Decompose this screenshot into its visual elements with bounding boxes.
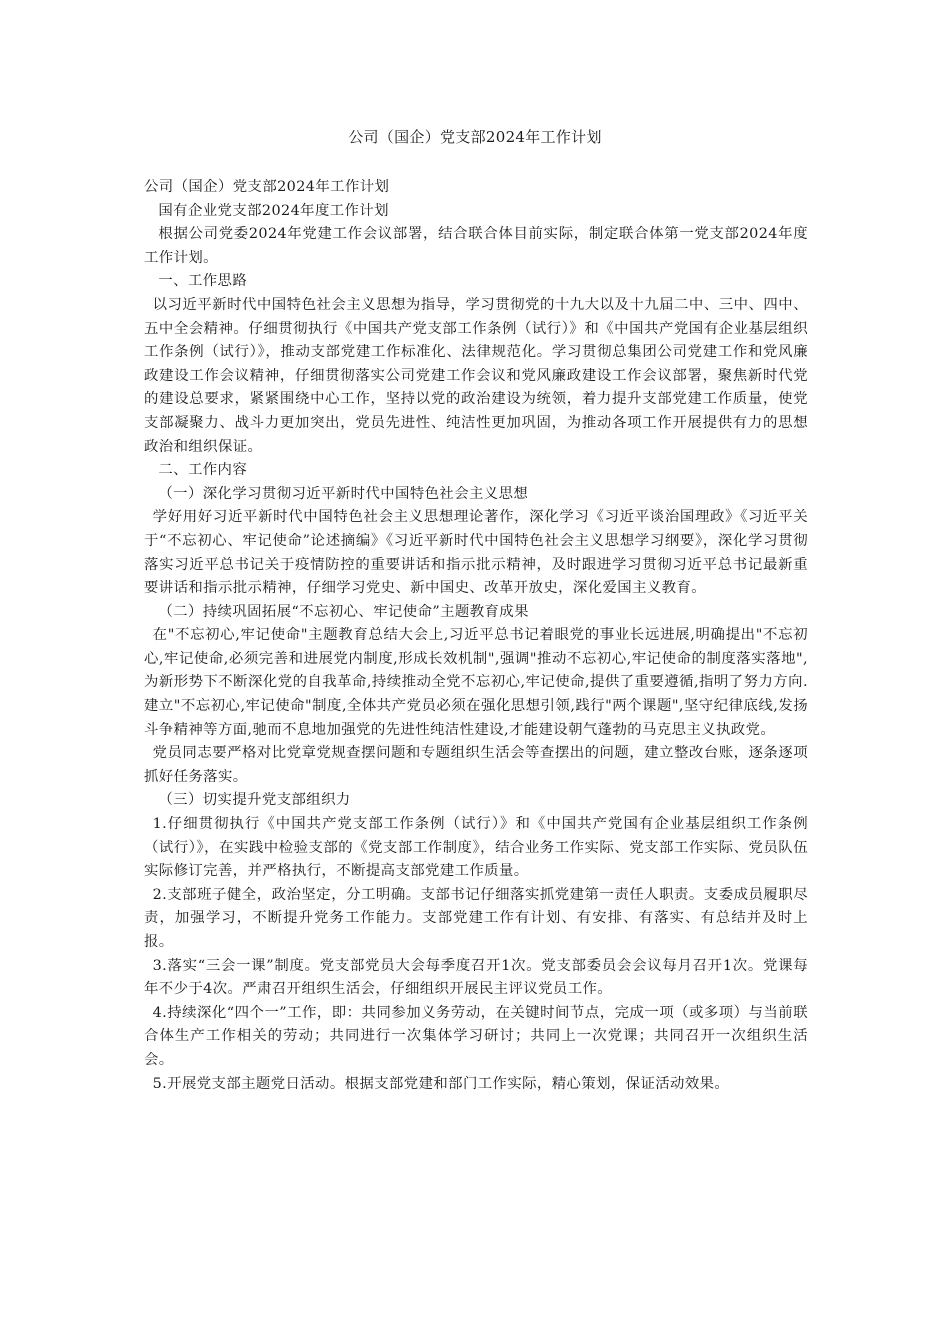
document-body: [144, 176, 808, 1096]
subtitle: 国有企业党支部2024年度工作计划: [158, 202, 389, 219]
subsection-heading-2: （二）持续巩固拓展“不忘初心、牢记使命”主题教育成果: [158, 603, 529, 620]
list-item-5: 5.开展党支部主题党日活动。根据支部党建和部门工作实际，精心策划，保证活动效果。: [152, 1075, 730, 1092]
paragraph-study: 学好用好习近平新时代中国特色社会主义思想理论著作，深化学习《习近平谈治国理政》《习近平关于“不忘初心、牢记使命”论述摘编》《习近平新时代中国特色社会主义思想学习纲要》，深化学习贯彻落实习近平总书记关于疫情防控的重要讲话和指示批示精神，及时跟进学习贯彻习近平总书记最新重要讲话和指示批示精神，仔细学习党史、新中国史、改革开放史，深化爱国主义教育。: [144, 509, 808, 597]
heading-repeat: 公司（国企）党支部2024年工作计划: [144, 179, 390, 195]
subsection-heading-1: （一）深化学习贯彻习近平新时代中国特色社会主义思想: [158, 485, 529, 502]
section-heading-2: 二、工作内容: [158, 462, 248, 479]
paragraph-work-approach: 以习近平新时代中国特色社会主义思想为指导，学习贯彻党的十九大以及十九届二中、三中、四中、五中全会精神。仔细贯彻执行《中国共产党支部工作条例（试行）》和《中国共产党国有企业基层组织工作条例（试行）》，推动支部党建工作标准化、法律规范化。学习贯彻总集团公司党建工作和党风廉政建设工作会议精神，仔细贯彻落实公司党建工作会议和党风廉政建设工作会议部署，聚焦新时代党的建设总要求，紧紧围绕中心工作，坚持以党的政治建设为统领，着力提升支部党建工作质量，使党支部凝聚力、战斗力更加突出，党员先进性、纯洁性更加巩固，为推动各项工作开展提供有力的思想政治和组织保证。: [144, 296, 808, 455]
subsection-heading-3: （三）切实提升党支部组织力: [158, 792, 351, 809]
list-item-2: 2.支部班子健全，政治坚定，分工明确。支部书记仔细落实抓党建第一责任人职责。支委成员履职尽责，加强学习，不断提升党务工作能力。支部党建工作有计划、有安排、有落实、有总结并及时上报。: [144, 886, 808, 950]
intro-paragraph: 根据公司党委2024年党建工作会议部署，结合联合体目前实际，制定联合体第一党支部2024年度工作计划。: [144, 226, 808, 266]
list-item-1: 1.仔细贯彻执行《中国共产党支部工作条例（试行）》和《中国共产党国有企业基层组织工作条例（试行）》，在实践中检验支部的《党支部工作制度》，结合业务工作实际、党支部工作实际、党员队伍实际修订完善，并严格执行，不断提高支部党建工作质量。: [144, 816, 808, 880]
list-item-3: 3.落实“三会一课”制度。党支部党员大会每季度召开1次。党支部委员会会议每月召开1次。党课每年不少于4次。严肃召开组织生活会，仔细组织开展民主评议党员工作。: [144, 957, 808, 998]
section-heading-1: 一、工作思路: [158, 273, 248, 290]
document-title: 公司（国企）党支部2024年工作计划: [348, 128, 602, 146]
paragraph-rectification: 党员同志要严格对比党章党规查摆问题和专题组织生活会等查摆出的问题，建立整改台账，逐条逐项抓好任务落实。: [144, 745, 808, 785]
paragraph-theme-education: 在"不忘初心,牢记使命"主题教育总结大会上,习近平总书记着眼党的事业长远进展,明确提出"不忘初心,牢记使命,必须完善和进展党内制度,形成长效机制",强调"推动不忘初心,牢记使命的制度落实落地",为新形势下不断深化党的自我革命,持续推动全党不忘初心,牢记使命,提供了重要遵循,指明了努力方向.建立"不忘初心,牢记使命"制度,全体共产党员必须在强化思想引领,践行"两个课题",坚守纪律底线,发扬斗争精神等方面,驰而不息地加强党的先进性纯洁性建设,才能建设朝气蓬勃的马克思主义执政党。: [144, 627, 808, 738]
list-item-4: 4.持续深化“四个一”工作，即：共同参加义务劳动，在关键时间节点，完成一项（或多项）与当前联合体生产工作相关的劳动；共同进行一次集体学习研讨；共同上一次党课；共同召开一次组织生活会。: [144, 1004, 808, 1068]
